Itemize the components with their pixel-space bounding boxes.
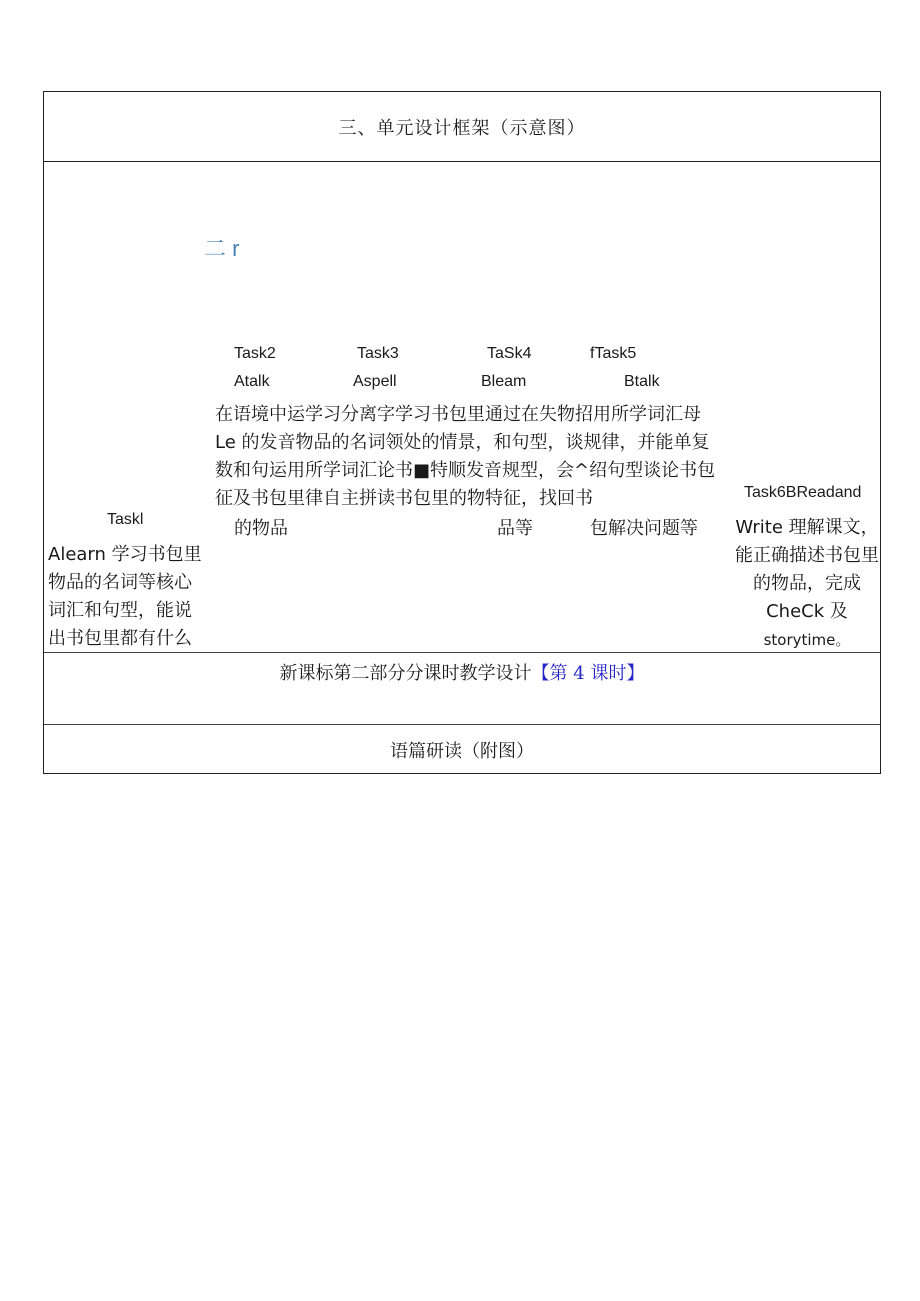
task1-label: Taskl bbox=[107, 511, 144, 528]
task6-line: 能正确描述书包里 bbox=[735, 545, 879, 566]
framework-table bbox=[43, 91, 881, 774]
diagram-marker: 二 r bbox=[204, 236, 240, 261]
task5-sub: Btalk bbox=[624, 373, 660, 390]
task1-line: 词汇和句型，能说 bbox=[48, 600, 192, 621]
task2-sub: Atalk bbox=[234, 373, 270, 390]
task1-line: 出书包里都有什么 bbox=[48, 628, 192, 649]
middle-bottom-col4: 品等 bbox=[497, 518, 533, 539]
lesson-prefix: 新课标第二部分分课时教学设计 bbox=[279, 663, 532, 684]
task4-label: TaSk4 bbox=[487, 345, 532, 362]
task6-line: 的物品，完成 bbox=[753, 573, 861, 594]
task6-line: CheCk 及 bbox=[766, 601, 848, 622]
task1-line: 物品的名词等核心 bbox=[48, 572, 192, 593]
lesson-number: 【第 4 课时】 bbox=[531, 663, 645, 684]
task4-sub: Bleam bbox=[481, 373, 527, 390]
lesson-row bbox=[44, 653, 880, 724]
task6-line: Write 理解课文， bbox=[735, 517, 879, 538]
task2-label: Task2 bbox=[234, 345, 276, 362]
middle-line-1: 在语境中运学习分离字学习书包里通过在失物招用所学词汇母 bbox=[215, 404, 701, 425]
task5-label: fTask5 bbox=[590, 345, 637, 362]
task1-line: Alearn 学习书包里 bbox=[48, 544, 202, 565]
middle-bottom-col5: 包解决问题等 bbox=[590, 518, 698, 539]
task3-sub: Aspell bbox=[353, 373, 397, 390]
middle-line-4: 征及书包里律自主拼读书包里的物特征，找回书 bbox=[215, 488, 593, 509]
task1-description bbox=[48, 541, 202, 653]
middle-line-2: Le 的发音物品的名词领处的情景，和句型，谈规律，并能单复 bbox=[215, 432, 710, 453]
section-title: 三、单元设计框架（示意图） bbox=[44, 92, 880, 162]
task6-label: Task6BReadand bbox=[744, 484, 862, 501]
middle-line-3: 数和句运用所学词汇论书■特顺发音规型，会^绍句型谈论书包 bbox=[215, 460, 716, 481]
task6-line: storytime。 bbox=[763, 631, 851, 649]
middle-bottom-col2: 的物品 bbox=[234, 518, 288, 539]
task6-description bbox=[730, 514, 884, 654]
framework-diagram bbox=[44, 162, 880, 652]
lesson-heading bbox=[44, 659, 880, 685]
reading-heading: 语篇研读（附图） bbox=[390, 741, 534, 762]
task3-label: Task3 bbox=[357, 345, 399, 362]
